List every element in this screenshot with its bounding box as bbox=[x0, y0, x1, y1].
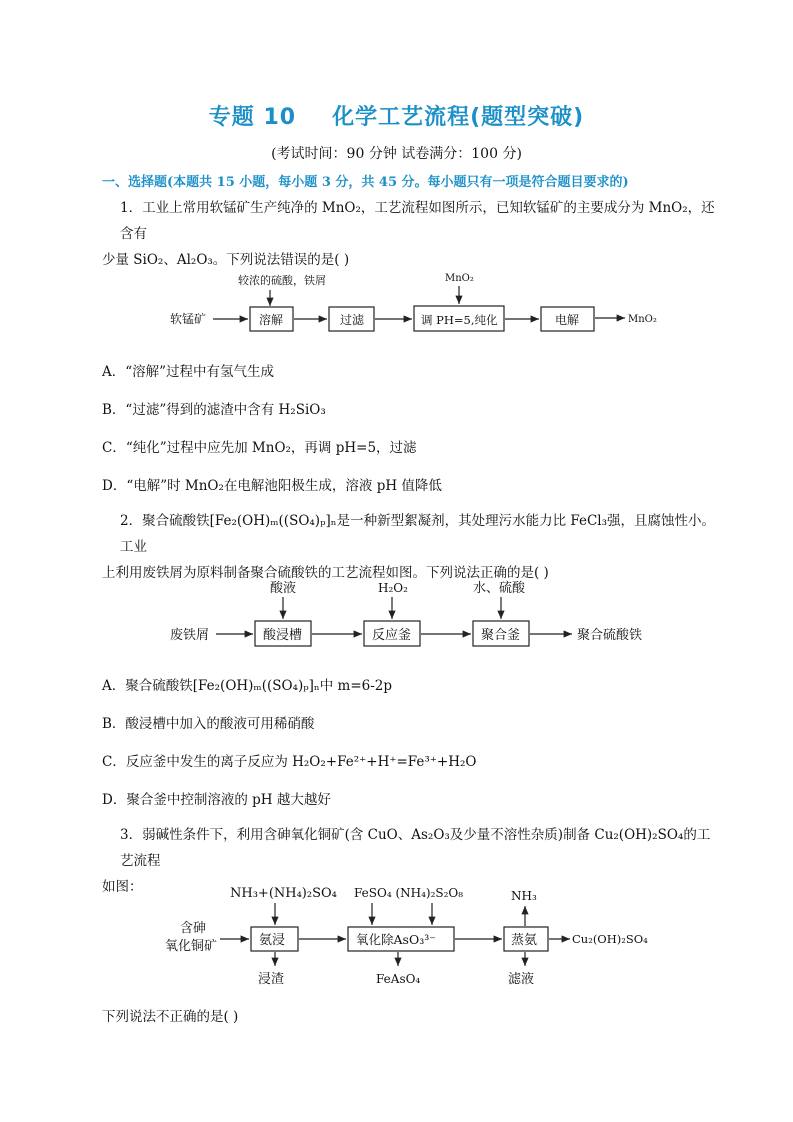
q1-box1-label: 溶解 bbox=[259, 313, 284, 327]
q2-option-b[interactable]: B．酸浸槽中加入的酸液可用稀硝酸 bbox=[102, 716, 315, 732]
q1-box4-label: 电解 bbox=[555, 313, 580, 327]
q2-reagent3: 水、硫酸 bbox=[473, 581, 526, 596]
q2-reagent2: H₂O₂ bbox=[378, 581, 408, 595]
question-3-line1: 3．弱碱性条件下，利用含砷氧化铜矿(含 CuO、As₂O₃及少量不溶性杂质)制备 Cu₂(OH)₂SO₄的工艺流程 bbox=[120, 827, 711, 869]
title-topic-name: 化学工艺流程(题型突破) bbox=[332, 105, 585, 130]
question-3-stem bbox=[102, 822, 722, 900]
q3-start-line1: 含砷 bbox=[180, 921, 207, 936]
q3-box2-label: 氧化除AsO₃³⁻ bbox=[356, 932, 436, 947]
q1-start-label: 软锰矿 bbox=[170, 312, 207, 326]
q3-box1-label: 氨浸 bbox=[259, 933, 286, 948]
question-1-line2: 少量 SiO₂、Al₂O₃。下列说法错误的是( ) bbox=[102, 252, 350, 268]
q2-option-a[interactable]: A．聚合硫酸铁[Fe₂(OH)ₘ((SO₄)ₚ]ₙ中 m=6-2p bbox=[102, 678, 393, 694]
q1-option-d[interactable]: D．“电解”时 MnO₂在电解池阳极生成，溶液 pH 值降低 bbox=[102, 478, 442, 494]
q3-out2: FeAsO₄ bbox=[376, 972, 421, 986]
q3-flow-diagram bbox=[165, 886, 648, 987]
q2-option-c[interactable]: C．反应釜中发生的离子反应为 H₂O₂+Fe²⁺+H⁺=Fe³⁺+H₂O bbox=[102, 754, 477, 770]
section-heading: 一、选择题(本题共 15 小题，每小题 3 分，共 45 分。每小题只有一项是符合题目要求的) bbox=[102, 175, 629, 190]
q2-option-d[interactable]: D．聚合釜中控制溶液的 pH 越大越好 bbox=[102, 792, 331, 808]
q3-reagent2: FeSO₄ (NH₄)₂S₂O₈ bbox=[354, 886, 464, 900]
q2-end-label: 聚合硫酸铁 bbox=[577, 628, 643, 643]
q1-end-label: MnO₂ bbox=[628, 314, 657, 325]
q2-box3-label: 聚合釜 bbox=[481, 628, 521, 643]
q3-out3: 滤液 bbox=[508, 972, 535, 987]
question-2-line1: 2．聚合硫酸铁[Fe₂(OH)ₘ((SO₄)ₚ]ₙ是一种新型絮凝剂，其处理污水能力比 FeCl₃强，且腐蚀性小。工业 bbox=[120, 513, 716, 555]
q3-box3-label: 蒸氨 bbox=[511, 933, 538, 948]
q3-question: 下列说法不正确的是( ) bbox=[102, 1009, 239, 1025]
q3-reagent1: NH₃+(NH₄)₂SO₄ bbox=[230, 886, 337, 901]
q2-flow-diagram bbox=[170, 580, 642, 646]
q3-up3: NH₃ bbox=[511, 889, 537, 903]
q2-reagent1: 酸液 bbox=[270, 581, 297, 596]
question-2-stem bbox=[102, 508, 722, 586]
question-3-line2: 如图： bbox=[102, 879, 143, 895]
question-2-line2: 上利用废铁屑为原料制备聚合硫酸铁的工艺流程如图。下列说法正确的是( ) bbox=[102, 565, 549, 581]
q1-reagent2: MnO₂ bbox=[445, 273, 474, 284]
question-1-line1: 1．工业上常用软锰矿生产纯净的 MnO₂，工艺流程如图所示，已知软锰矿的主要成分为 MnO₂，还含有 bbox=[120, 200, 715, 242]
q1-reagent1: 较浓的硫酸，铁屑 bbox=[238, 274, 326, 287]
q2-box2-label: 反应釜 bbox=[372, 628, 412, 643]
q1-option-b[interactable]: B．“过滤”得到的滤渣中含有 H₂SiO₃ bbox=[102, 402, 326, 418]
q3-end-label: Cu₂(OH)₂SO₄ bbox=[572, 932, 648, 946]
title-topic-number: 专题 10 bbox=[208, 105, 297, 130]
q2-box1-label: 酸浸槽 bbox=[263, 628, 303, 643]
q2-start-label: 废铁屑 bbox=[170, 628, 210, 643]
q1-box3-label: 调 PH=5,纯化 bbox=[421, 313, 498, 327]
q1-option-a[interactable]: A．“溶解”过程中有氢气生成 bbox=[102, 364, 275, 380]
q1-option-c[interactable]: C．“纯化”过程中应先加 MnO₂，再调 pH=5，过滤 bbox=[102, 440, 417, 456]
q3-out1: 浸渣 bbox=[258, 972, 285, 987]
exam-info: (考试时间：90 分钟 试卷满分：100 分) bbox=[271, 146, 522, 162]
q3-start-line2: 氧化铜矿 bbox=[165, 939, 218, 954]
q1-box2-label: 过滤 bbox=[340, 313, 365, 327]
q1-flow-diagram bbox=[170, 273, 657, 331]
